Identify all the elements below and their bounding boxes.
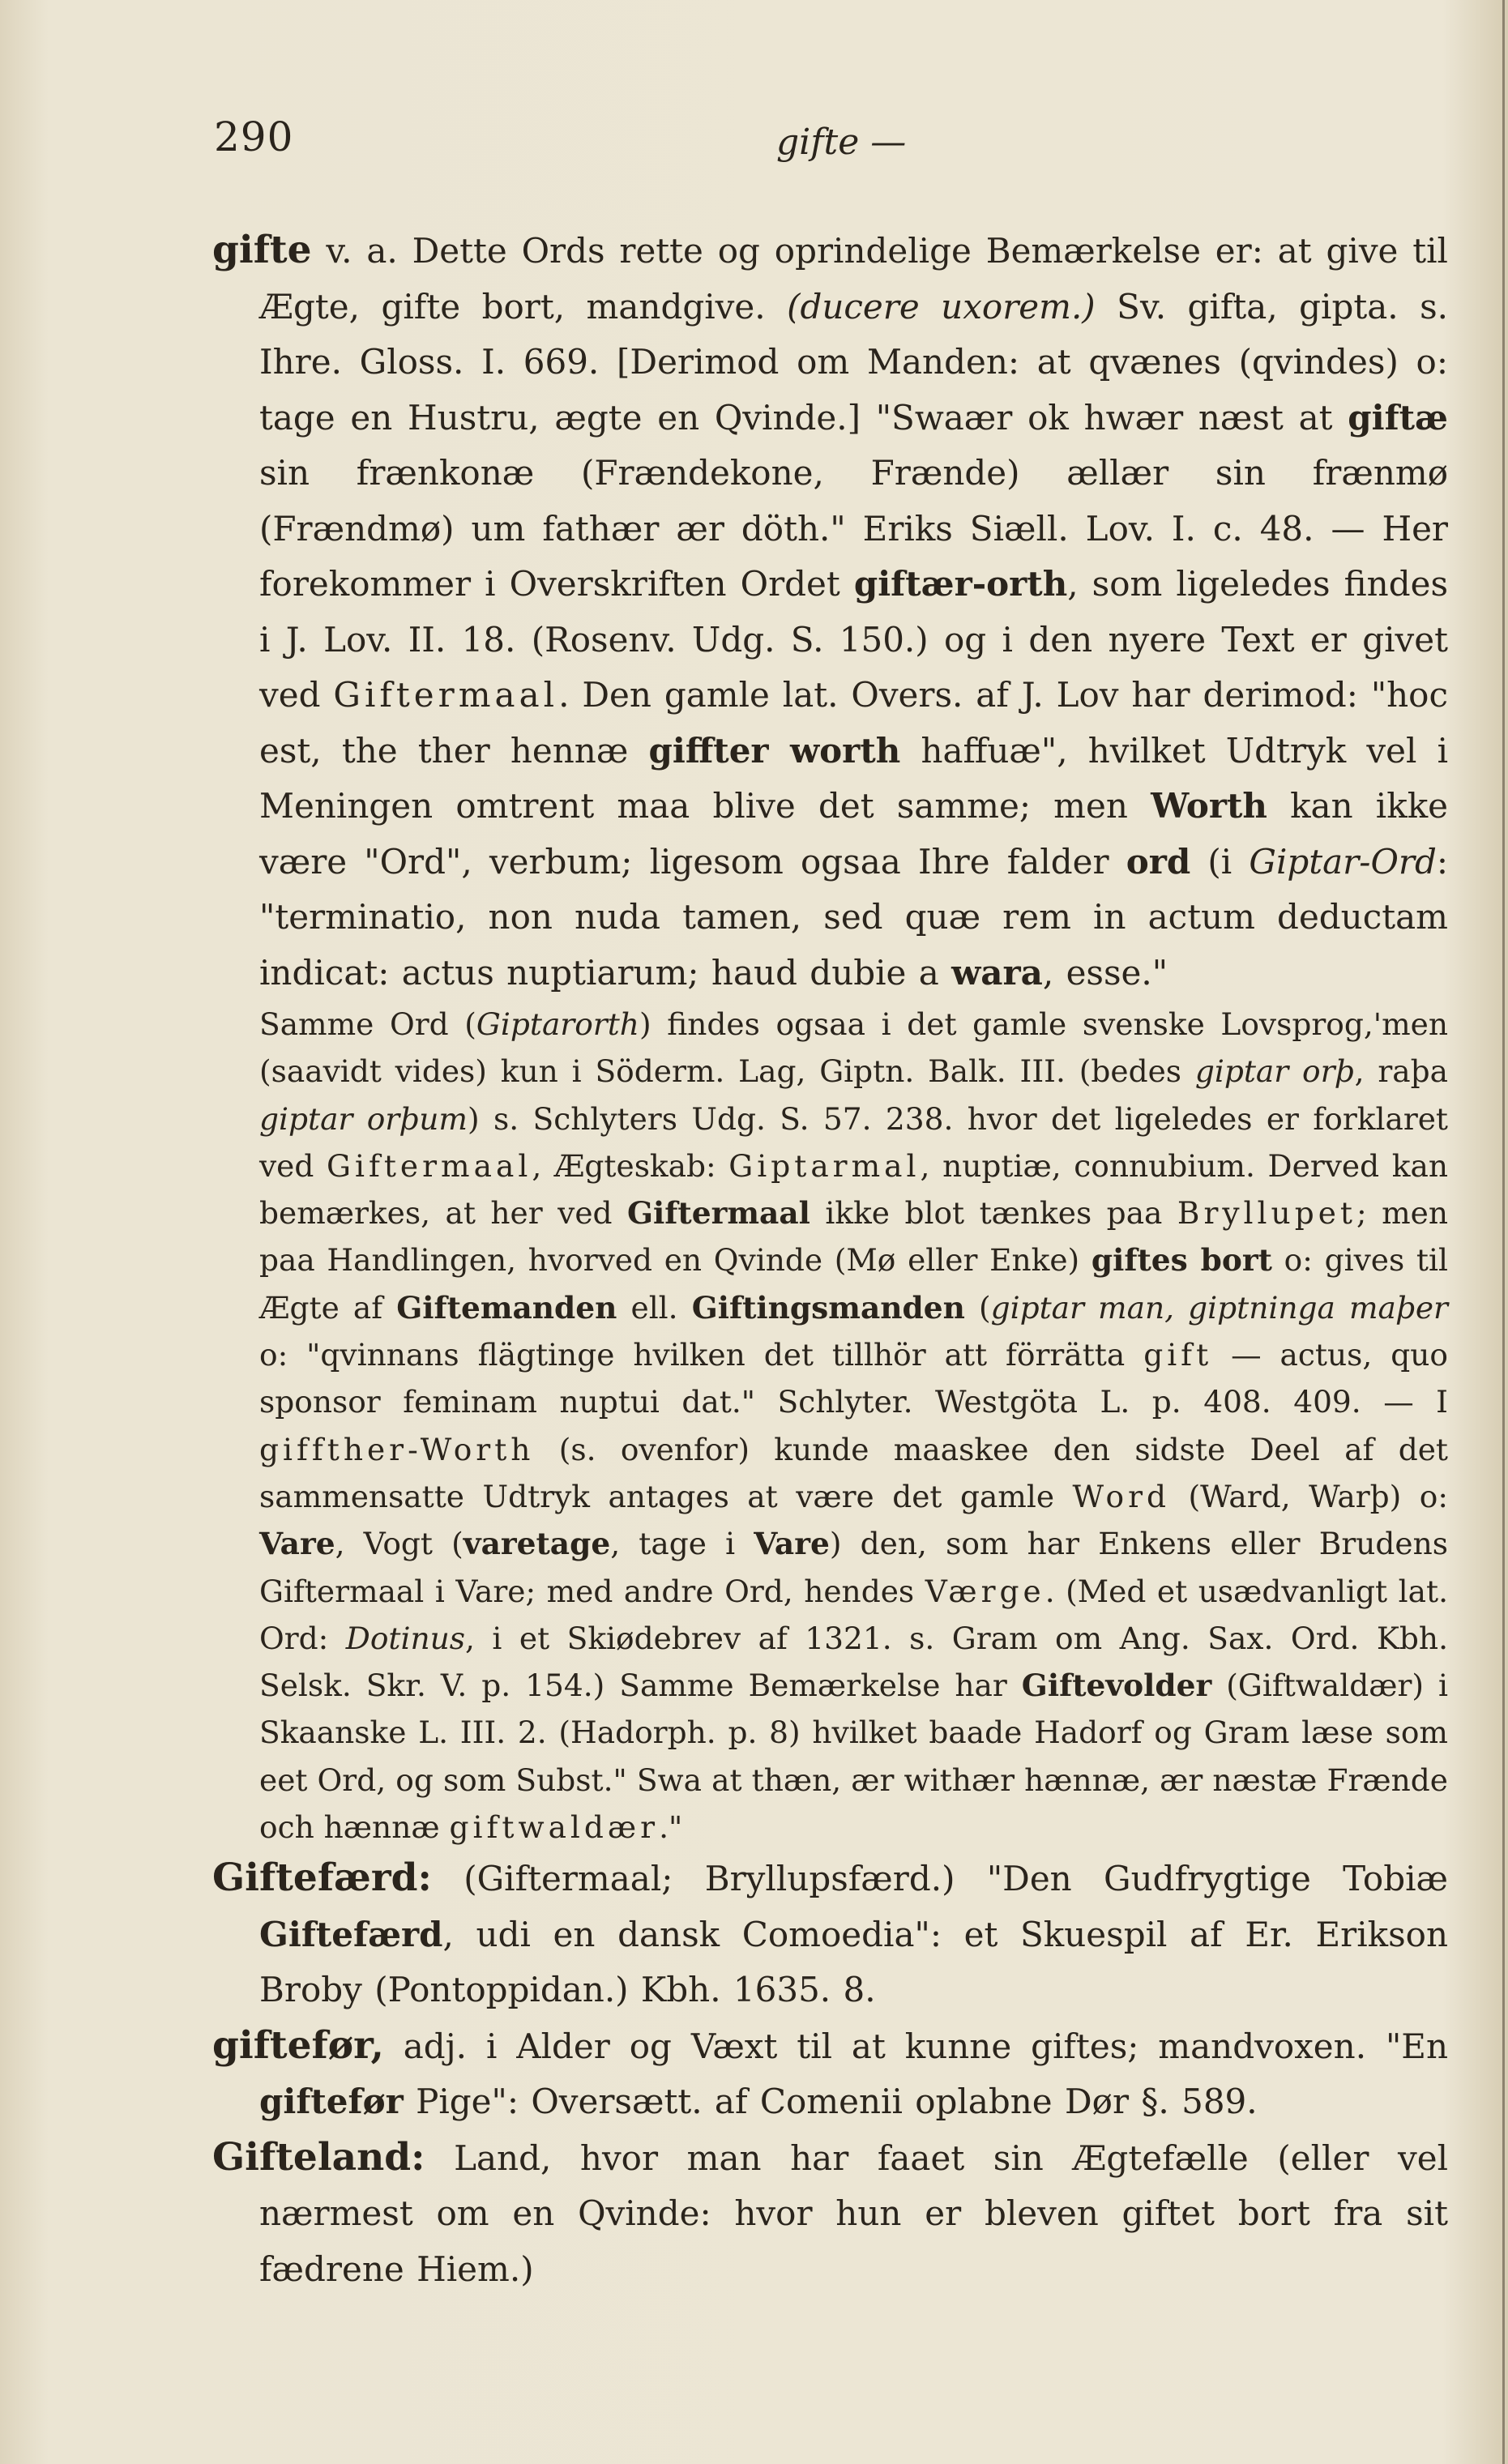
entry-gifte: gifte v. a. Dette Ords rette og oprindelige Bemærkelse er: at give til Ægte, gifte bort, mandgive. (ducere uxorem.) Sv. gifta, gipta. s. Ihre. Gloss. I. 669. [Derimod om Manden: at qvænes (qvindes) o: tage en Hustru, ægte en Qvinde.] "Swaær ok hwær næst at giftæ sin frænkonæ (Frændekone, Frænde) ællær sin frænmø (Frændmø) um fathær ær döth." Eriks Siæll. Lov. I. c. 48. — Her forekommer i Overskriften Ordet giftær-orth, som ligeledes findes i J. Lov. II. 18. (Rosenv. Udg. S. 150.) og i den nyere Text er givet ved Giftermaal. Den gamle lat. Overs. af J. Lov har derimod: "hoc est, the ther hennæ giffter worth haffuæ", hvilket Udtryk vel i Meningen omtrent maa blive det samme; men Worth kan ikke være "Ord", verbum; ligesom ogsaa Ihre falder ord (i Giptar-Ord: "terminatio, non nuda tamen, sed quæ rem in actum deductam indicat: actus nuptiarum; haud dubie a wara, esse." <box>212 228 1449 993</box>
headword: Giftefærd: <box>212 1855 432 1901</box>
headword: giftefør, <box>212 2022 384 2068</box>
dictionary-content <box>212 223 1448 2297</box>
headword: Gifteland: <box>212 2134 425 2180</box>
page-edge-line <box>1502 0 1505 2464</box>
headword: gifte <box>212 228 312 272</box>
entry-giftelande: Gifteland: Land, hvor man har faaet sin Ægtefælle (eller vel nærmest om en Qvinde: hvor hun er bleven giftet bort fra sit fædrene Hiem.) <box>212 2134 1448 2289</box>
page-header <box>209 113 1457 178</box>
page-number: 290 <box>214 113 294 160</box>
entry-giftefaerd: Giftefærd: (Giftermaal; Bryllupsfærd.) "Den Gudfrygtige Tobiæ Giftefærd, udi en dansk Comoedia": et Skuespil af Er. Erikson Broby (Pontoppidan.) Kbh. 1635. 8. <box>212 1855 1448 2010</box>
running-head: gifte — <box>776 122 907 163</box>
note-block: Samme Ord (Giptarorth) findes ogsaa i det gamle svenske Lovsprog,'men (saavidt vides) kun i Söderm. Lag, Giptn. Balk. III. (bedes giptar orþ, raþa giptar orþum) s. Schlyters Udg. S. 57. 238. hvor det ligeledes er forklaret ved Giftermaal, Ægteskab: Giptarmal, nuptiæ, connubium. Derved kan bemærkes, at her ved Giftermaal ikke blot tænkes paa Bryllupet; men paa Handlingen, hvorved en Qvinde (Mø eller Enke) giftes bort o: gives til Ægte af Giftemanden ell. Giftingsmanden (giptar man, giptninga maþer o: "qvinnans flägtinge hvilken det tillhör att förrätta gift — actus, quo sponsor feminam nuptui dat." Schlyter. Westgöta L. p. 408. 409. — I giffther-Worth (s. ovenfor) kunde maaskee den sidste Deel af det sammensatte Udtryk antages at være det gamle Word (Ward, Warþ) o: Vare, Vogt (varetage, tage i Vare) den, som har Enkens eller Brudens Giftermaal i Vare; med andre Ord, hendes Værge. (Med et usædvanligt lat. Ord: Dotinus, i et Skiødebrev af 1321. s. Gram om Ang. Sax. Ord. Kbh. Selsk. Skr. V. p. 154.) Samme Bemærkelse har Giftevolder (Giftwaldær) i Skaanske L. III. 2. (Hadorph. p. 8) hvilket baade Hadorf og Gram læse som eet Ord, og som Subst." Swa at thæn, ær withær hænnæ, ær næstæ Frænde och hænnæ giftwaldær." <box>259 1006 1449 1846</box>
entry-giftefor: giftefør, adj. i Alder og Væxt til at kunne giftes; mandvoxen. "En giftefør Pige": Oversætt. af Comenii oplabne Dør §. 589. <box>212 2022 1448 2122</box>
